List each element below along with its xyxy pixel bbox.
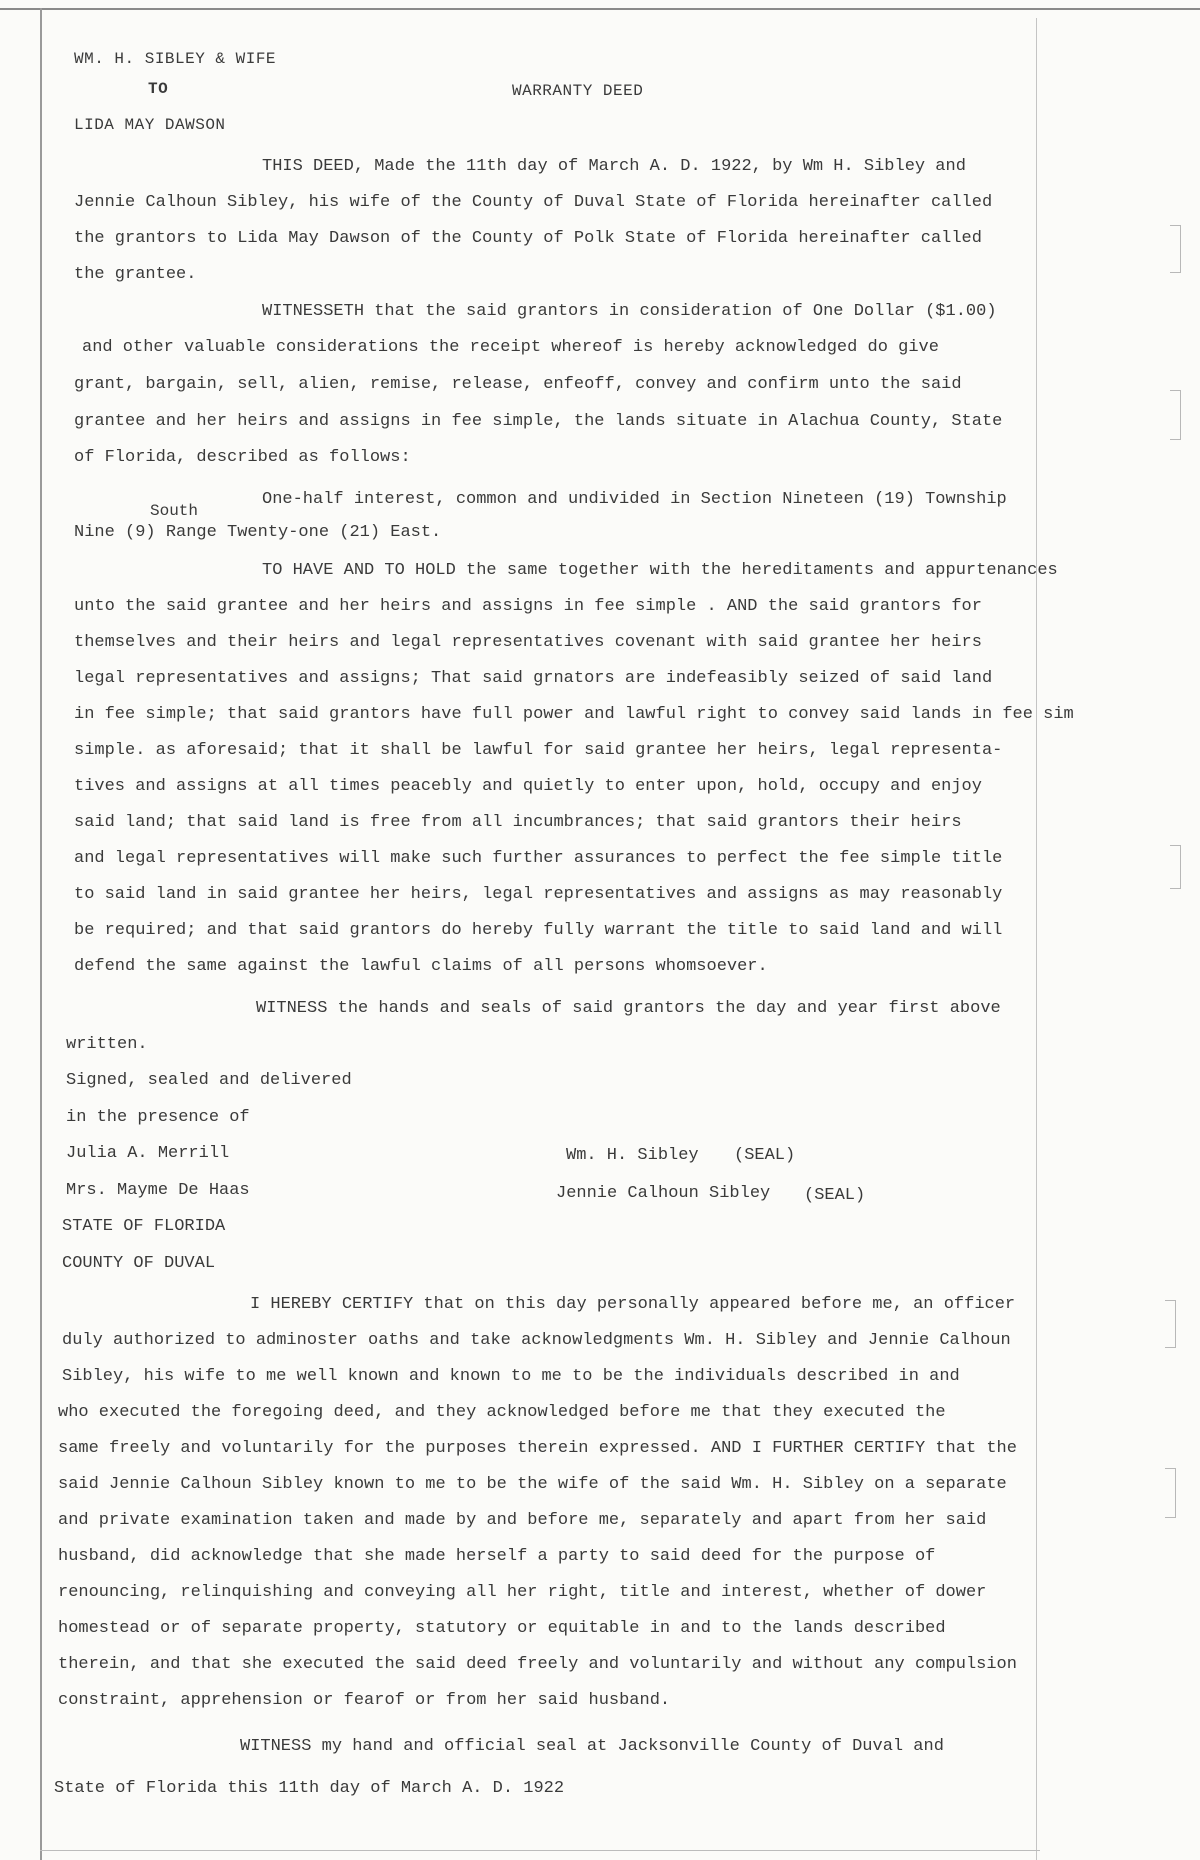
document-title: WARRANTY DEED bbox=[512, 82, 644, 100]
body-line: grant, bargain, sell, alien, remise, release, enfeoff, convey and confirm unto the said bbox=[74, 375, 962, 394]
body-line: tives and assigns at all times peacebly and quietly to enter upon, hold, occupy and enjoy bbox=[74, 777, 982, 796]
interlinear-insert: South bbox=[150, 502, 199, 520]
acknowledgment-line: duly authorized to adminoster oaths and take acknowledgments Wm. H. Sibley and Jennie Calhoun bbox=[62, 1331, 1011, 1350]
land-description-line: One-half interest, common and undivided in Section Nineteen (19) Township bbox=[262, 490, 1007, 509]
acknowledgment-line: and private examination taken and made by and before me, separately and apart from her said bbox=[58, 1511, 987, 1530]
body-line: themselves and their heirs and legal representatives covenant with said grantee her heirs bbox=[74, 633, 982, 652]
body-line: TO HAVE AND TO HOLD the same together with the hereditaments and appurtenances bbox=[262, 561, 1058, 580]
page-top-edge bbox=[0, 8, 1200, 10]
acknowledgment-line: who executed the foregoing deed, and they acknowledged before me that they executed the bbox=[58, 1403, 946, 1422]
seal-label: (SEAL) bbox=[734, 1146, 796, 1165]
venue-county: COUNTY OF DUVAL bbox=[62, 1254, 216, 1273]
grantor-signature: Jennie Calhoun Sibley bbox=[556, 1184, 771, 1203]
margin-bracket-mark bbox=[1170, 225, 1181, 273]
body-line: of Florida, described as follows: bbox=[74, 448, 411, 467]
grantee-heading: LIDA MAY DAWSON bbox=[74, 116, 226, 134]
page-left-edge bbox=[40, 8, 42, 1860]
body-line: the grantee. bbox=[74, 265, 197, 284]
body-line: WITNESS the hands and seals of said grantors the day and year first above bbox=[256, 999, 1001, 1018]
witness-name: Mrs. Mayme De Haas bbox=[66, 1181, 250, 1200]
presence-line: in the presence of bbox=[66, 1108, 250, 1127]
body-line: THIS DEED, Made the 11th day of March A. D. 1922, by Wm H. Sibley and bbox=[262, 157, 966, 176]
venue-state: STATE OF FLORIDA bbox=[62, 1217, 226, 1236]
body-line: legal representatives and assigns; That said grnators are indefeasibly seized of said land bbox=[74, 669, 993, 688]
body-line: in fee simple; that said grantors have full power and lawful right to convey said lands in fee sim bbox=[74, 705, 1074, 724]
notary-witness-line: WITNESS my hand and official seal at Jacksonville County of Duval and bbox=[240, 1737, 944, 1756]
body-line: and other valuable considerations the receipt whereof is hereby acknowledged do give bbox=[82, 338, 939, 357]
acknowledgment-line: constraint, apprehension or fearof or from her said husband. bbox=[58, 1691, 671, 1710]
body-line: written. bbox=[66, 1035, 148, 1054]
witness-name: Julia A. Merrill bbox=[66, 1144, 230, 1163]
margin-bracket-mark bbox=[1165, 1468, 1176, 1518]
acknowledgment-line: I HEREBY CERTIFY that on this day personally appeared before me, an officer bbox=[250, 1295, 1016, 1314]
acknowledgment-line: homestead or of separate property, statutory or equitable in and to the lands described bbox=[58, 1619, 946, 1638]
notary-witness-line: State of Florida this 11th day of March A. D. 1922 bbox=[54, 1779, 565, 1798]
parties-to: TO bbox=[148, 80, 169, 98]
body-line: the grantors to Lida May Dawson of the County of Polk State of Florida hereinafter called bbox=[74, 229, 982, 248]
acknowledgment-line: said Jennie Calhoun Sibley known to me to be the wife of the said Wm. H. Sibley on a separate bbox=[58, 1475, 1007, 1494]
body-line: grantee and her heirs and assigns in fee simple, the lands situate in Alachua County, State bbox=[74, 412, 1003, 431]
body-line: said land; that said land is free from all incumbrances; that said grantors their heirs bbox=[74, 813, 962, 832]
page-right-edge bbox=[1036, 18, 1037, 1860]
acknowledgment-line: therein, and that she executed the said deed freely and voluntarily and without any compulsion bbox=[58, 1655, 1017, 1674]
acknowledgment-line: husband, did acknowledge that she made herself a party to said deed for the purpose of bbox=[58, 1547, 936, 1566]
body-line: be required; and that said grantors do hereby fully warrant the title to said land and will bbox=[74, 921, 1003, 940]
body-line: unto the said grantee and her heirs and assigns in fee simple . AND the said grantors for bbox=[74, 597, 982, 616]
parties-heading: WM. H. SIBLEY & WIFE bbox=[74, 50, 277, 68]
land-description-line: Nine (9) Range Twenty-one (21) East. bbox=[74, 523, 442, 542]
grantor-signature: Wm. H. Sibley bbox=[566, 1146, 699, 1165]
body-line: Jennie Calhoun Sibley, his wife of the County of Duval State of Florida hereinafter called bbox=[74, 193, 993, 212]
margin-bracket-mark bbox=[1170, 845, 1181, 889]
body-line: defend the same against the lawful claims of all persons whomsoever. bbox=[74, 957, 768, 976]
seal-label: (SEAL) bbox=[804, 1186, 866, 1205]
body-line: to said land in said grantee her heirs, legal representatives and assigns as may reasonably bbox=[74, 885, 1003, 904]
body-line: and legal representatives will make such further assurances to perfect the fee simple title bbox=[74, 849, 1003, 868]
page-bottom-edge bbox=[40, 1850, 1040, 1851]
margin-bracket-mark bbox=[1170, 390, 1181, 440]
body-line: WITNESSETH that the said grantors in consideration of One Dollar ($1.00) bbox=[262, 302, 997, 321]
acknowledgment-line: same freely and voluntarily for the purposes therein expressed. AND I FURTHER CERTIFY that the bbox=[58, 1439, 1017, 1458]
body-line: simple. as aforesaid; that it shall be lawful for said grantee her heirs, legal representa- bbox=[74, 741, 1003, 760]
presence-line: Signed, sealed and delivered bbox=[66, 1071, 352, 1090]
acknowledgment-line: renouncing, relinquishing and conveying all her right, title and interest, whether of dower bbox=[58, 1583, 987, 1602]
margin-bracket-mark bbox=[1165, 1300, 1176, 1348]
acknowledgment-line: Sibley, his wife to me well known and known to me to be the individuals described in and bbox=[62, 1367, 960, 1386]
